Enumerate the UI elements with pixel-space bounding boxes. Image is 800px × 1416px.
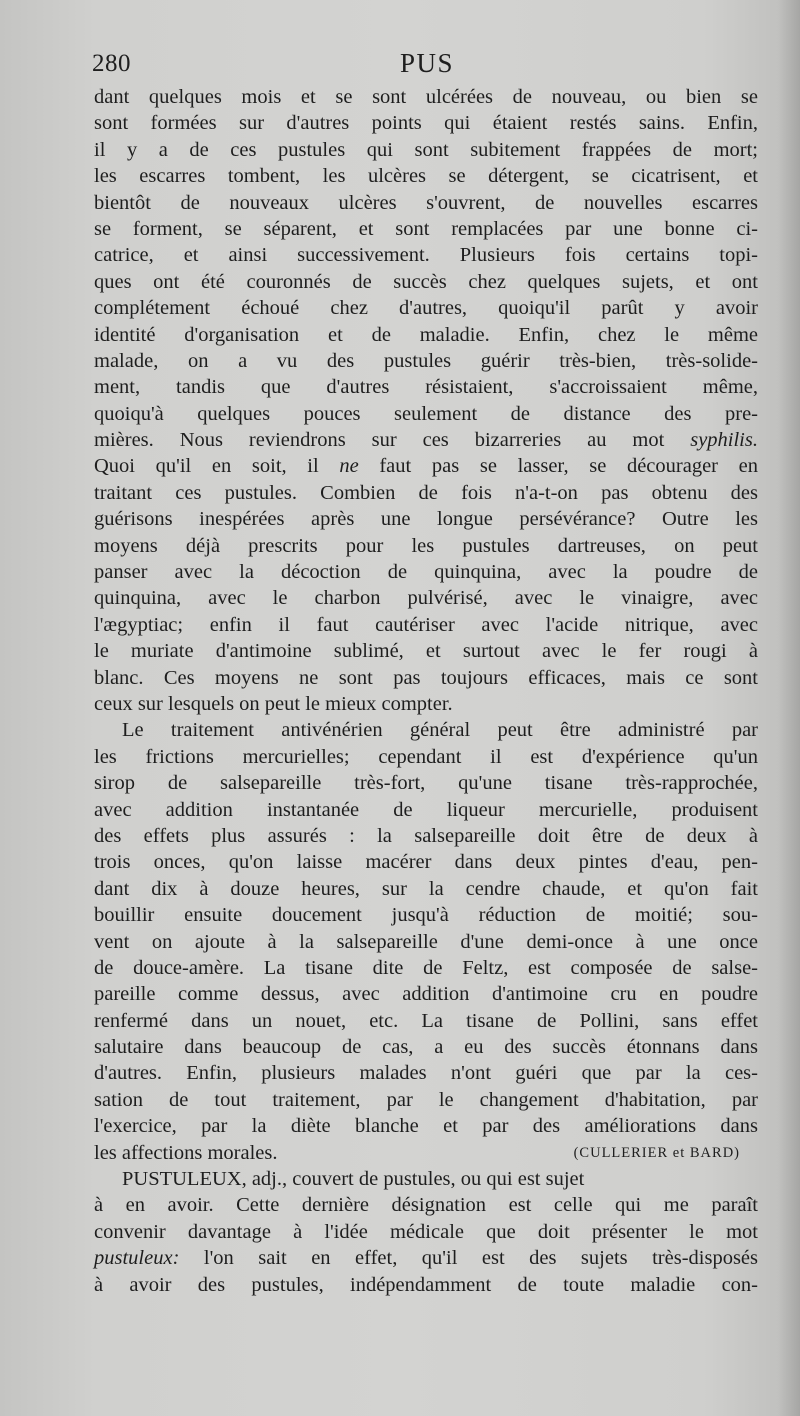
italic-word-ne: ne	[339, 455, 359, 478]
text-line: quoiqu'à quelques pouces seulement de distance des pre-	[94, 402, 758, 425]
text-line: bientôt de nouveaux ulcères s'ouvrent, de nouvelles escarres	[94, 191, 758, 214]
text-line: à en avoir. Cette dernière désignation est celle qui me paraît	[94, 1194, 758, 1217]
text-line: se forment, se séparent, et sont remplacées par une bonne ci-	[94, 217, 758, 240]
author-signature: (CULLERIER et BARD)	[573, 1144, 740, 1161]
text-line: salutaire dans beaucoup de cas, a eu des succès étonnans dans	[94, 1036, 758, 1059]
text-line: avec addition instantanée de liqueur mercurielle, produisent	[94, 798, 758, 821]
line-part: Quoi qu'il en soit, il	[94, 455, 340, 478]
text-line-with-italic	[94, 427, 758, 453]
text-line: dant dix à douze heures, sur la cendre chaude, et qu'on fait	[94, 877, 758, 900]
text-line	[94, 453, 758, 479]
line-text: l'on sait en effet, qu'il est des sujets très-disposés	[179, 1247, 758, 1270]
text-line: blanc. Ces moyens ne sont pas toujours efficaces, mais ce sont	[94, 666, 758, 689]
text-line: complétement échoué chez d'autres, quoiqu'il parût y avoir	[94, 297, 758, 320]
line-text: mières. Nous reviendrons sur ces bizarreries au mot	[94, 429, 691, 452]
text-line: malade, on a vu des pustules guérir très-bien, très-solide-	[94, 349, 758, 372]
text-line: le muriate d'antimoine sublimé, et surtout avec le fer rougi à	[94, 640, 758, 663]
text-line: trois onces, qu'on laisse macérer dans deux pintes d'eau, pen-	[94, 851, 758, 874]
text-line: les escarres tombent, les ulcères se détergent, se cicatrisent, et	[94, 165, 758, 188]
text-line: des effets plus assurés : la salsepareille doit être de deux à	[94, 824, 758, 847]
text-line: vent on ajoute à la salsepareille d'une demi-once à une once	[94, 930, 758, 953]
text-line: dant quelques mois et se sont ulcérées de nouveau, ou bien se	[94, 86, 758, 108]
italic-word-pustuleux: pustuleux:	[94, 1247, 180, 1270]
text-line: moyens déjà prescrits pour les pustules dartreuses, on peut	[94, 534, 758, 557]
text-line: quinquina, avec le charbon pulvérisé, avec le vinaigre, avec	[94, 587, 758, 610]
text-line: sont formées sur d'autres points qui étaient restés sains. Enfin,	[94, 112, 758, 135]
text-line: l'ægyptiac; enfin il faut cautériser avec l'acide nitrique, avec	[94, 613, 758, 636]
text-line: panser avec la décoction de quinquina, avec la poudre de	[94, 561, 758, 584]
text-line: d'autres. Enfin, plusieurs malades n'ont guéri que par la ces-	[94, 1062, 758, 1085]
text-line: il y a de ces pustules qui sont subitement frappées de mort;	[94, 138, 758, 161]
text-line: l'exercice, par la diète blanche et par des améliorations dans	[94, 1115, 758, 1138]
text-line: ceux sur lesquels on peut le mieux compter.	[94, 692, 453, 715]
text-line: traitant ces pustules. Combien de fois n'a-t-on pas obtenu des	[94, 481, 758, 504]
line-part: faut pas se lasser, se décourager en	[358, 455, 758, 478]
page-header	[92, 48, 760, 82]
text-line: ment, tandis que d'autres résistaient, s'accroissaient même,	[94, 376, 758, 399]
text-line: guérisons inespérées après une longue persévérance? Outre les	[94, 508, 758, 531]
text-line: sation de tout traitement, par le changement d'habitation, par	[94, 1088, 758, 1111]
text-line-with-signature	[94, 1140, 758, 1166]
text-line: les frictions mercurielles; cependant il est d'expérience qu'un	[94, 745, 758, 768]
running-head: PUS	[399, 48, 455, 78]
italic-word-syphilis: syphilis.	[690, 429, 758, 452]
page-edge-shadow	[778, 0, 800, 1416]
text-line-with-italic	[94, 1245, 758, 1271]
text-line: bouillir ensuite doucement jusqu'à réduction de moitié; sou-	[94, 904, 758, 927]
text-line: catrice, et ainsi successivement. Plusieurs fois certains topi-	[94, 244, 758, 267]
text-line: renfermé dans un nouet, etc. La tisane de Pollini, sans effet	[94, 1009, 758, 1032]
text-line: identité d'organisation et de maladie. Enfin, chez le même	[94, 323, 758, 346]
entry-line: PUSTULEUX, adj., couvert de pustules, ou qui est sujet	[122, 1168, 585, 1191]
text-line: ques ont été couronnés de succès chez quelques sujets, et ont	[94, 270, 758, 293]
text-line: convenir davantage à l'idée médicale que doit présenter le mot	[94, 1220, 758, 1243]
line-text: les affections morales.	[94, 1141, 278, 1164]
text-line: sirop de salsepareille très-fort, qu'une tisane très-rapprochée,	[94, 772, 758, 795]
text-line: pareille comme dessus, avec addition d'antimoine cru en poudre	[94, 983, 758, 1006]
page-number: 280	[92, 50, 131, 77]
body-text	[94, 84, 758, 1298]
text-line: Le traitement antivénérien général peut être administré par	[122, 719, 758, 742]
text-line: à avoir des pustules, indépendamment de toute maladie con-	[94, 1273, 758, 1296]
text-line: de douce-amère. La tisane dite de Feltz, est composée de salse-	[94, 956, 758, 979]
